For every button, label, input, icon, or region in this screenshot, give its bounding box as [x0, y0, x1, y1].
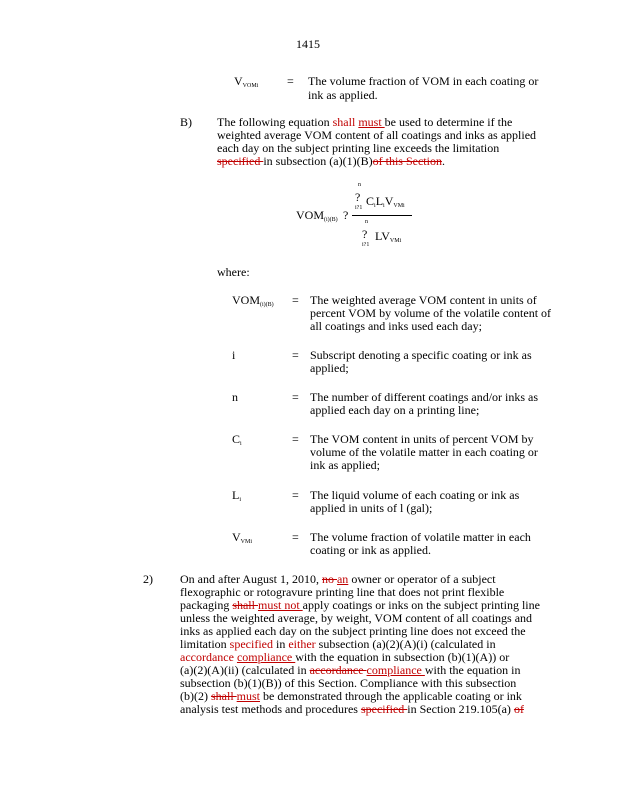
- s2-insert-must-not: must not: [257, 598, 303, 612]
- page-number: 1415: [296, 37, 320, 51]
- s2-text: (b)(2): [180, 689, 211, 703]
- definition-line: applied;: [310, 361, 349, 375]
- definition-term-text: i: [232, 348, 236, 362]
- s2-insert-either: either: [288, 637, 316, 651]
- formula-lhs-sub: (i)(B): [324, 217, 338, 223]
- section-2-line-5: inks as applied each day on the subject printing line does not exceed the: [180, 624, 526, 638]
- definition-line: The volume fraction of volatile matter in each: [310, 530, 531, 544]
- s2-deleted-accordance: accordance: [309, 663, 367, 677]
- s2-insert-compliance-2: compliance: [366, 663, 425, 677]
- section-b-deleted-of-this-section: of this Section: [372, 154, 442, 168]
- section-b-line-2: weighted average VOM content of all coatings and inks as applied: [217, 128, 537, 142]
- definition-term-text: C: [232, 432, 241, 446]
- definition-line: volume of the volatile matter in each coating or: [310, 445, 538, 459]
- section-2-label: 2): [143, 572, 153, 586]
- formula-num-v: V: [384, 194, 394, 208]
- section-b-line-1-b: be used to determine if the: [384, 115, 513, 129]
- s2-text: apply coatings or inks on the subject printing line: [302, 598, 540, 612]
- definition-line: applied in units of l (gal);: [310, 501, 433, 515]
- s2-text: limitation: [180, 637, 230, 651]
- definition-term-sub: VMi: [240, 539, 253, 545]
- definition-line: all coatings and inks used each day;: [310, 319, 482, 333]
- formula-den-sigma: ?: [362, 227, 368, 241]
- formula-num-l-sub: i: [383, 203, 385, 209]
- section-b-line-4-a: in subsection (a)(1)(B): [263, 154, 373, 168]
- s2-deleted-of: of: [513, 702, 524, 716]
- definition-line: The VOM content in units of percent VOM by: [310, 432, 534, 446]
- definition-term: [232, 489, 241, 507]
- definition-equals: =: [292, 488, 299, 502]
- definition-line: The liquid volume of each coating or ink as: [310, 488, 520, 502]
- s2-text: (a)(2)(A)(ii) (calculated in: [180, 663, 310, 677]
- formula-num-sigma: ?: [355, 190, 361, 204]
- section-b-deleted-specified: specified: [217, 154, 264, 168]
- top-def-equals: =: [287, 74, 294, 88]
- definition-term-sub: (i)(B): [260, 302, 274, 308]
- section-b-line-4-end: .: [441, 154, 445, 168]
- definition-term: [232, 531, 252, 549]
- top-def-term: [234, 75, 258, 93]
- top-def-term-sub: VOMi: [242, 83, 259, 89]
- definition-line: ink as applied;: [310, 458, 380, 472]
- definition-term-text: VOM: [232, 293, 261, 307]
- formula-fraction-bar: [352, 215, 412, 216]
- formula-num-c-sub: i: [374, 203, 376, 209]
- definition-term: [232, 433, 242, 451]
- formula-den-l: LV: [375, 229, 390, 243]
- top-def-text-2: ink as applied.: [308, 88, 378, 102]
- section-b-line-1-a: The following equation: [217, 115, 333, 129]
- s2-text: with the equation in: [424, 663, 521, 677]
- s2-text: in Section 219.105(a): [407, 702, 514, 716]
- s2-text: with the equation in subsection (b)(1)(A)) or: [295, 650, 510, 664]
- s2-text: owner or operator of a subject: [348, 572, 496, 586]
- s2-text: subsection (a)(2)(A)(i) (calculated in: [315, 637, 496, 651]
- definition-line: percent VOM by volume of the volatile content of: [310, 306, 552, 320]
- formula-numerator-terms: [366, 195, 405, 213]
- s2-text: in: [272, 637, 289, 651]
- definition-term: [232, 391, 238, 404]
- formula-num-v-sub: VMi: [393, 203, 405, 209]
- definition-term: [232, 349, 235, 362]
- section-b-line-4: [217, 155, 445, 168]
- s2-text: packaging: [180, 598, 233, 612]
- definition-term-text: n: [232, 390, 238, 404]
- definition-line: The weighted average VOM content in units of: [310, 293, 537, 307]
- formula-den-n: n: [365, 219, 368, 225]
- definition-term-sub: i: [239, 497, 242, 503]
- definition-term: [232, 294, 274, 312]
- s2-insert-compliance: compliance: [236, 650, 296, 664]
- s2-deleted-shall-2: shall: [210, 689, 237, 703]
- formula-lhs: [296, 209, 338, 227]
- where-label: where:: [217, 265, 250, 279]
- top-def-text-1: The volume fraction of VOM in each coating or: [308, 74, 539, 88]
- section-2-line-11: [180, 703, 524, 716]
- formula-denominator-terms: [375, 230, 401, 248]
- formula-num-l: L: [375, 194, 384, 208]
- definition-equals: =: [292, 530, 299, 544]
- definition-equals: =: [292, 432, 299, 446]
- definition-term-text: L: [232, 488, 240, 502]
- definition-equals: =: [292, 348, 299, 362]
- definition-line: applied each day on a printing line;: [310, 403, 480, 417]
- section-b-line-3: each day on the subject printing line exceeds the limitation: [217, 141, 500, 155]
- definition-line: Subscript denoting a specific coating or ink as: [310, 348, 532, 362]
- formula-num-c: C: [366, 194, 375, 208]
- formula-lhs-text: VOM: [296, 208, 325, 222]
- section-2-line-2: flexographic or rotogravure printing line that does not print flexible: [180, 585, 505, 599]
- s2-insert-must: must: [236, 689, 260, 703]
- s2-deleted-specified: specified: [360, 702, 408, 716]
- section-b-label: B): [180, 115, 192, 129]
- s2-deleted-no: no: [321, 572, 337, 586]
- section-b-insert-must: must: [358, 115, 385, 129]
- definition-equals: =: [292, 293, 299, 307]
- s2-insert-an: an: [336, 572, 349, 586]
- definition-equals: =: [292, 390, 299, 404]
- s2-deleted-shall: shall: [232, 598, 258, 612]
- s2-insert-accordance: accordance: [180, 650, 237, 664]
- section-b-insert-shall: shall: [332, 115, 356, 129]
- formula-den-i1: i?1: [362, 242, 370, 248]
- s2-text: On and after August 1, 2010,: [180, 572, 322, 586]
- formula-equals-glyph: ?: [343, 208, 349, 222]
- definition-line: coating or ink as applied.: [310, 543, 431, 557]
- formula-den-v-sub: VMi: [389, 238, 402, 244]
- formula-num-n: n: [358, 182, 361, 188]
- top-def-term-letter: V: [234, 74, 243, 88]
- s2-text: analysis test methods and procedures: [180, 702, 361, 716]
- s2-text: be demonstrated through the applicable coating or ink: [260, 689, 522, 703]
- section-2-line-4: unless the weighted average, by weight, VOM content of all coatings and: [180, 611, 533, 625]
- formula-num-i1: i?1: [355, 205, 363, 211]
- definition-term-sub: i: [240, 441, 242, 447]
- section-2-line-9: subsection (b)(1)(B)) of this Section. Compliance with this subsection: [180, 676, 517, 690]
- definition-term-text: V: [232, 530, 241, 544]
- s2-insert-specified: specified: [229, 637, 273, 651]
- definition-line: The number of different coatings and/or inks as: [310, 390, 539, 404]
